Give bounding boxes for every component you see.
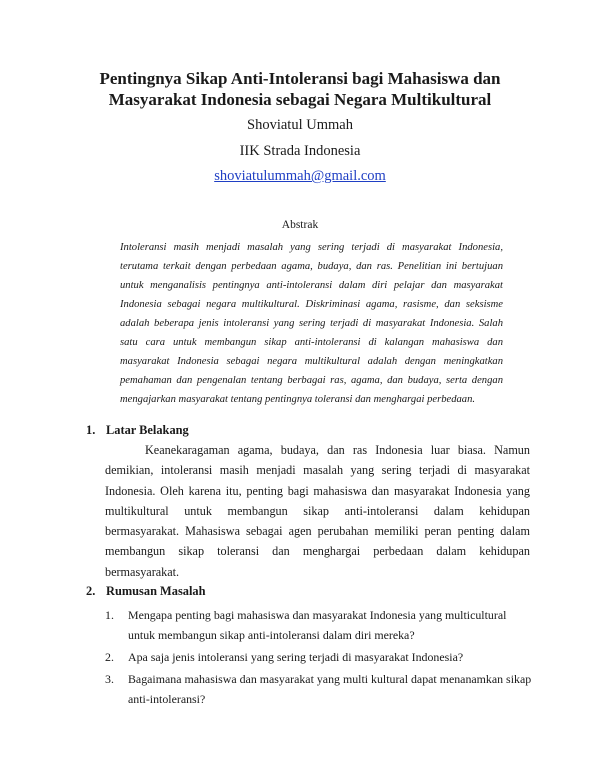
abstract-heading: Abstrak [281, 219, 319, 231]
author-name: Shoviatul Ummah [247, 117, 353, 133]
paper-title: Pentingnya Sikap Anti-Intoleransi bagi Mahasiswa dan Masyarakat Indonesia sebagai Negara Multikultural [99, 69, 501, 109]
author-affiliation: IIK Strada Indonesia [239, 143, 361, 159]
section-title: Rumusan Masalah [106, 584, 206, 598]
list-item [105, 647, 535, 667]
list-item-number: 2. [105, 650, 114, 664]
section-heading-rumusan-masalah [86, 584, 206, 599]
abstract-text: Intoleransi masih menjadi masalah yang sering terjadi di masyarakat Indonesia, terutama terkait dengan perbedaan agama, budaya, dan ras. Penelitian ini bertujuan untuk menganalisis pentingnya anti-intoleransi dalam diri pelajar dan masyarakat Indonesia sebagai negara multikultural. Diskriminasi agama, rasisme, dan seksisme adalah beberapa jenis intoleransi yang sering terjadi di masyarakat Indonesia. Salah satu cara untuk membangun sikap anti-intoleransi di kalangan mahasiswa dan masyarakat Indonesia sebagai negara multikultural adalah dengan meningkatkan pemahaman dan pengenalan tentang berbagai ras, agama, dan budaya, serta dengan mengajarkan masyarakat tentang pentingnya toleransi dan menghargai perbedaan. [120, 242, 503, 405]
list-item-number: 3. [105, 672, 114, 686]
list-item-text: Bagaimana mahasiswa dan masyarakat yang multi kultural dapat menanamkan sikap anti-intoleransi? [128, 672, 532, 706]
section-number: 2. [86, 584, 96, 598]
list-item [105, 669, 535, 709]
section-body-latar-belakang: Keanekaragaman agama, budaya, dan ras Indonesia luar biasa. Namun demikian, intoleransi masih menjadi masalah yang sering terjadi di masyarakat Indonesia. Oleh karena itu, penting bagi mahasiswa dan masyarakat Indonesia yang multikultural untuk membangun sikap anti-intoleransi dalam kehidupan bermasyarakat. Mahasiswa sebagai agen perubahan memiliki peran penting dalam membangun sikap toleransi dan menghargai perbedaan dalam kehidupan bermasyarakat. [105, 443, 530, 579]
research-questions-list [105, 605, 535, 711]
section-title: Latar Belakang [106, 423, 189, 437]
section-heading-latar-belakang [86, 423, 189, 438]
list-item [105, 605, 535, 645]
author-email-link[interactable]: shoviatulummah@gmail.com [214, 168, 386, 184]
section-number: 1. [86, 423, 96, 437]
list-item-text: Mengapa penting bagi mahasiswa dan masyarakat Indonesia yang multicultural untuk membangun sikap anti-intoleransi dalam diri mereka? [128, 608, 507, 642]
list-item-number: 1. [105, 608, 114, 622]
list-item-text: Apa saja jenis intoleransi yang sering terjadi di masyarakat Indonesia? [128, 650, 464, 664]
